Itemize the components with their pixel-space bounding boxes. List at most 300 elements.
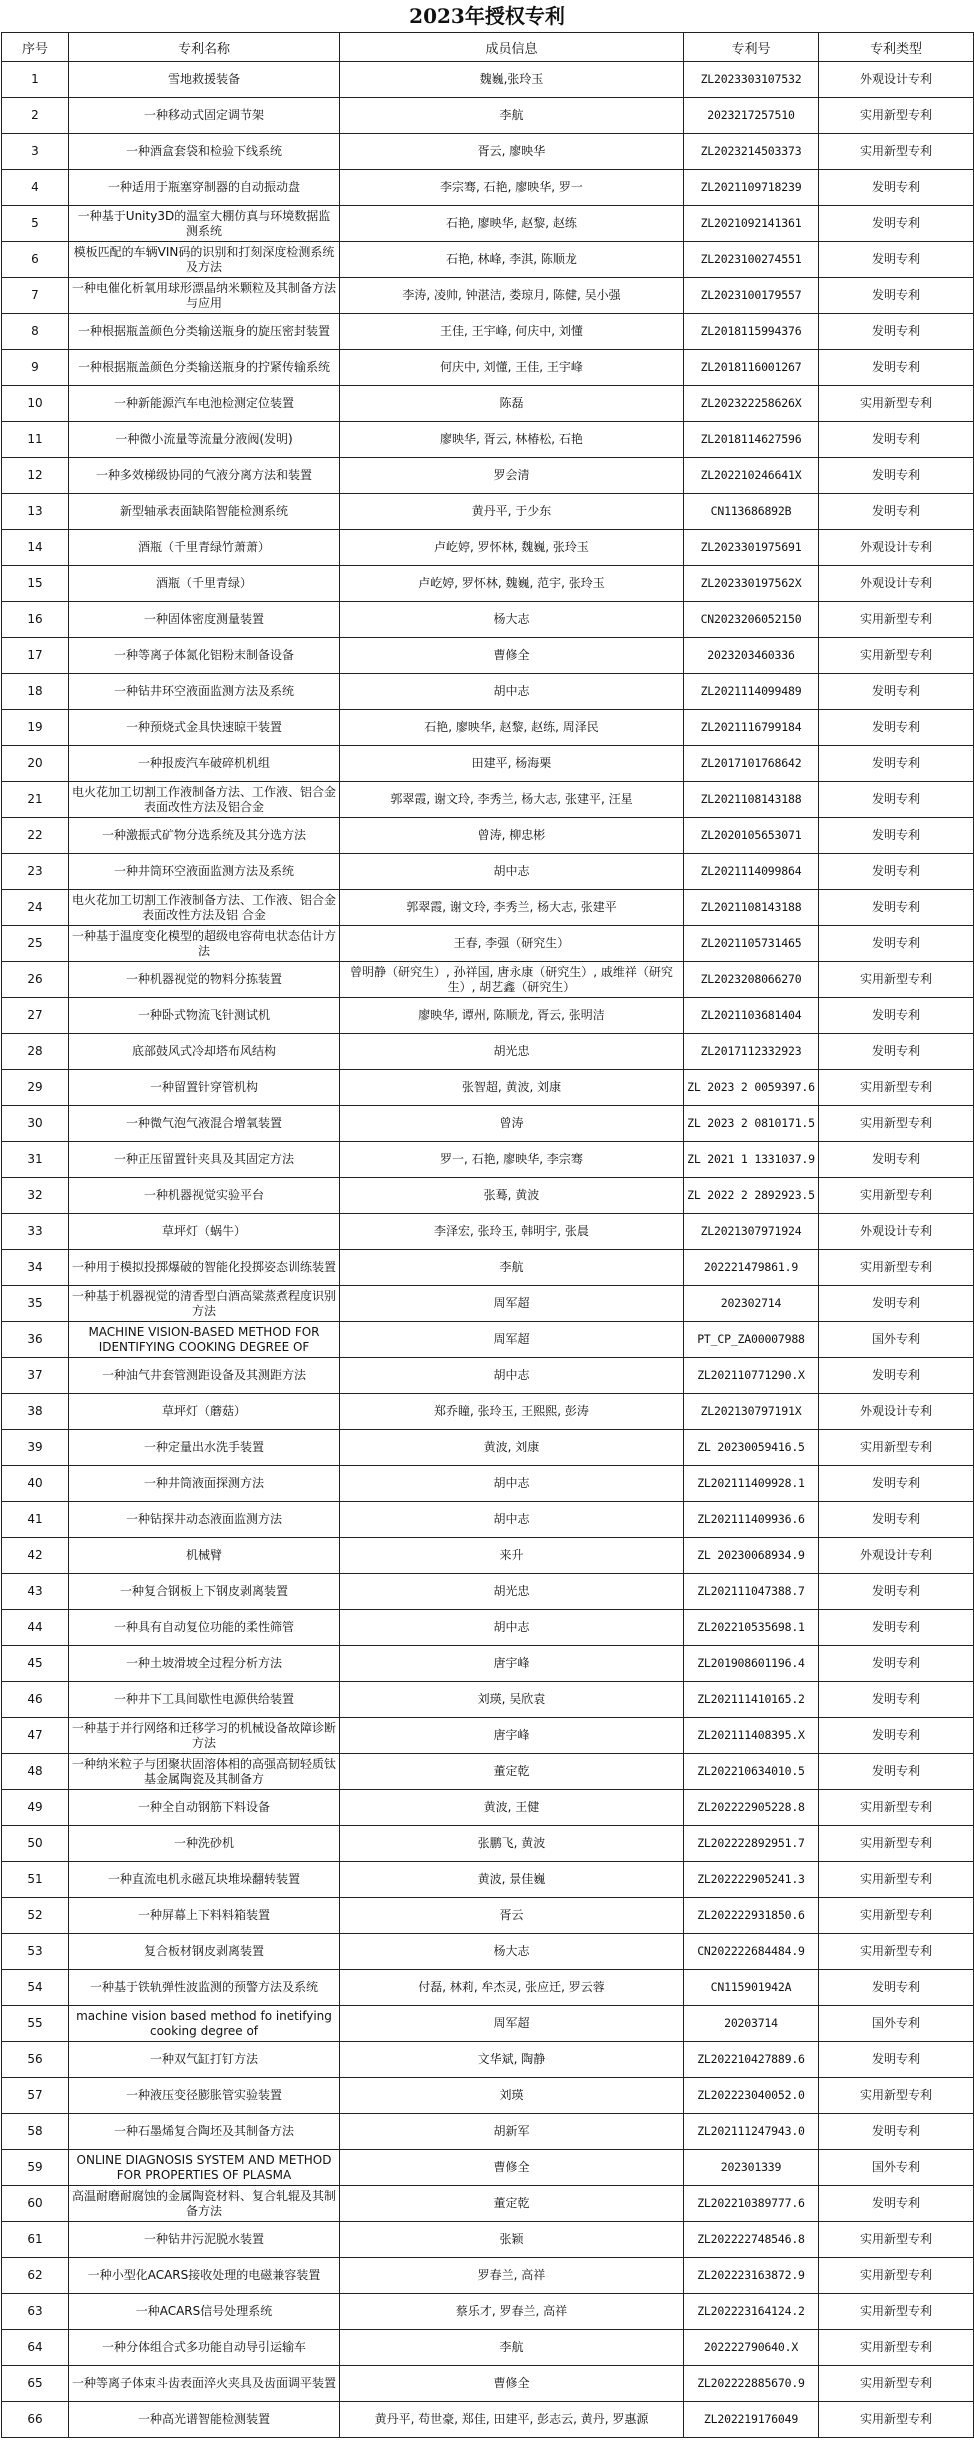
cell-type: 实用新型专利 <box>819 1178 974 1214</box>
table-row <box>2 1502 974 1538</box>
cell-members: 郑乔瞳, 张玲玉, 王熙熙, 彭涛 <box>340 1394 684 1430</box>
cell-no: 23 <box>2 854 69 890</box>
cell-type: 发明专利 <box>819 2186 974 2222</box>
cell-no: 9 <box>2 350 69 386</box>
cell-members: 王佳, 王宇峰, 何庆中, 刘懂 <box>340 314 684 350</box>
cell-type: 实用新型专利 <box>819 386 974 422</box>
cell-name: 草坪灯（蜗牛） <box>69 1214 340 1250</box>
cell-no: 3 <box>2 134 69 170</box>
cell-name: MACHINE VISION-BASED METHOD FOR IDENTIFYING COOKING DEGREE OF <box>69 1322 340 1358</box>
cell-members: 李航 <box>340 98 684 134</box>
cell-patent-no: ZL202222748546.8 <box>684 2222 819 2258</box>
cell-type: 发明专利 <box>819 890 974 926</box>
cell-name: 一种屏幕上下料料箱装置 <box>69 1898 340 1934</box>
cell-members: 胡光忠 <box>340 1574 684 1610</box>
cell-name: 一种钻井环空液面监测方法及系统 <box>69 674 340 710</box>
cell-no: 39 <box>2 1430 69 1466</box>
cell-patent-no: ZL2018115994376 <box>684 314 819 350</box>
table-row <box>2 422 974 458</box>
cell-patent-no: 202302714 <box>684 1286 819 1322</box>
cell-patent-no: ZL202111410165.2 <box>684 1682 819 1718</box>
cell-members: 张颖 <box>340 2222 684 2258</box>
cell-type: 国外专利 <box>819 2150 974 2186</box>
cell-no: 37 <box>2 1358 69 1394</box>
table-row <box>2 674 974 710</box>
table-row <box>2 1430 974 1466</box>
table-row <box>2 1466 974 1502</box>
cell-patent-no: CN113686892B <box>684 494 819 530</box>
cell-type: 实用新型专利 <box>819 1898 974 1934</box>
cell-patent-no: ZL2021109718239 <box>684 170 819 206</box>
cell-patent-no: ZL202111247943.0 <box>684 2114 819 2150</box>
cell-no: 5 <box>2 206 69 242</box>
table-row <box>2 1646 974 1682</box>
cell-members: 黄丹平, 于少东 <box>340 494 684 530</box>
cell-type: 实用新型专利 <box>819 1790 974 1826</box>
cell-no: 62 <box>2 2258 69 2294</box>
cell-name: 机械臂 <box>69 1538 340 1574</box>
cell-name: 复合板材钢皮剥离装置 <box>69 1934 340 1970</box>
cell-type: 发明专利 <box>819 782 974 818</box>
table-row <box>2 2186 974 2222</box>
cell-name: 一种电催化析氧用球形漂晶纳米颗粒及其制备方法与应用 <box>69 278 340 314</box>
cell-name: 酒瓶（千里青绿竹萧萧） <box>69 530 340 566</box>
table-row <box>2 2258 974 2294</box>
cell-no: 1 <box>2 62 69 98</box>
cell-no: 28 <box>2 1034 69 1070</box>
cell-members: 胡光忠 <box>340 1034 684 1070</box>
table-row <box>2 602 974 638</box>
cell-patent-no: ZL202222905228.8 <box>684 1790 819 1826</box>
cell-patent-no: ZL2021114099864 <box>684 854 819 890</box>
cell-name: ONLINE DIAGNOSIS SYSTEM AND METHOD FOR PROPERTIES OF PLASMA <box>69 2150 340 2186</box>
table-row <box>2 962 974 998</box>
table-row <box>2 1106 974 1142</box>
cell-members: 付磊, 林莉, 牟杰灵, 张应迁, 罗云蓉 <box>340 1970 684 2006</box>
cell-members: 唐宇峰 <box>340 1646 684 1682</box>
cell-no: 58 <box>2 2114 69 2150</box>
header-type: 专利类型 <box>819 33 974 62</box>
cell-no: 19 <box>2 710 69 746</box>
cell-patent-no: PT_CP_ZA00007988 <box>684 1322 819 1358</box>
cell-members: 周军超 <box>340 2006 684 2042</box>
cell-name: 一种预烧式金具快速晾干装置 <box>69 710 340 746</box>
cell-type: 实用新型专利 <box>819 2258 974 2294</box>
cell-no: 41 <box>2 1502 69 1538</box>
cell-name: 雪地救援装备 <box>69 62 340 98</box>
cell-members: 张智超, 黄波, 刘康 <box>340 1070 684 1106</box>
cell-members: 郭翠霞, 谢文玲, 李秀兰, 杨大志, 张建平, 汪星 <box>340 782 684 818</box>
cell-no: 57 <box>2 2078 69 2114</box>
table-row <box>2 1178 974 1214</box>
cell-members: 董定乾 <box>340 2186 684 2222</box>
cell-members: 郭翠霞, 谢文玲, 李秀兰, 杨大志, 张建平 <box>340 890 684 926</box>
cell-patent-no: ZL2023100179557 <box>684 278 819 314</box>
cell-name: 草坪灯（蘑菇） <box>69 1394 340 1430</box>
cell-name: 一种正压留置针夹具及其固定方法 <box>69 1142 340 1178</box>
cell-type: 外观设计专利 <box>819 1538 974 1574</box>
cell-name: 一种根据瓶盖颜色分类输送瓶身的拧紧传输系统 <box>69 350 340 386</box>
cell-patent-no: ZL202223163872.9 <box>684 2258 819 2294</box>
cell-name: 一种复合钢板上下钢皮剥离装置 <box>69 1574 340 1610</box>
cell-patent-no: ZL2021114099489 <box>684 674 819 710</box>
table-row <box>2 134 974 170</box>
table-row <box>2 1826 974 1862</box>
cell-type: 实用新型专利 <box>819 962 974 998</box>
cell-name: 一种微小流量等流量分液阀(发明) <box>69 422 340 458</box>
cell-name: 底部鼓风式冷却塔布风结构 <box>69 1034 340 1070</box>
table-row <box>2 1286 974 1322</box>
cell-patent-no: ZL2021307971924 <box>684 1214 819 1250</box>
cell-name: 一种定量出水洗手装置 <box>69 1430 340 1466</box>
cell-patent-no: 20203714 <box>684 2006 819 2042</box>
cell-name: 一种固体密度测量装置 <box>69 602 340 638</box>
table-row <box>2 1358 974 1394</box>
cell-no: 54 <box>2 1970 69 2006</box>
cell-name: 高温耐磨耐腐蚀的金属陶瓷材料、复合轧辊及其制备方法 <box>69 2186 340 2222</box>
cell-name: 一种酒盒套袋和检验下线系统 <box>69 134 340 170</box>
cell-type: 发明专利 <box>819 1466 974 1502</box>
cell-type: 实用新型专利 <box>819 134 974 170</box>
cell-type: 实用新型专利 <box>819 1250 974 1286</box>
table-row <box>2 1682 974 1718</box>
cell-type: 实用新型专利 <box>819 1826 974 1862</box>
cell-type: 实用新型专利 <box>819 2330 974 2366</box>
table-row <box>2 98 974 134</box>
cell-name: 一种移动式固定调节架 <box>69 98 340 134</box>
cell-type: 发明专利 <box>819 746 974 782</box>
cell-no: 36 <box>2 1322 69 1358</box>
cell-no: 56 <box>2 2042 69 2078</box>
cell-patent-no: ZL201908601196.4 <box>684 1646 819 1682</box>
table-row <box>2 1790 974 1826</box>
table-row <box>2 1970 974 2006</box>
cell-no: 50 <box>2 1826 69 1862</box>
cell-no: 40 <box>2 1466 69 1502</box>
table-row <box>2 2006 974 2042</box>
cell-type: 发明专利 <box>819 458 974 494</box>
cell-type: 发明专利 <box>819 2042 974 2078</box>
cell-name: 一种基于温度变化模型的超级电容荷电状态估计方法 <box>69 926 340 962</box>
cell-type: 实用新型专利 <box>819 1430 974 1466</box>
cell-no: 27 <box>2 998 69 1034</box>
table-row <box>2 926 974 962</box>
table-row <box>2 494 974 530</box>
table-row <box>2 1322 974 1358</box>
cell-type: 发明专利 <box>819 710 974 746</box>
table-row <box>2 998 974 1034</box>
cell-patent-no: ZL 2023 2 0059397.6 <box>684 1070 819 1106</box>
table-row <box>2 638 974 674</box>
header-patent-no: 专利号 <box>684 33 819 62</box>
cell-members: 张蓦, 黄波 <box>340 1178 684 1214</box>
table-row <box>2 2078 974 2114</box>
cell-type: 发明专利 <box>819 1286 974 1322</box>
cell-type: 实用新型专利 <box>819 1106 974 1142</box>
cell-members: 黄丹平, 苟世豪, 郑佳, 田建平, 彭志云, 黄丹, 罗惠源 <box>340 2402 684 2438</box>
cell-no: 60 <box>2 2186 69 2222</box>
cell-patent-no: ZL202111408395.X <box>684 1718 819 1754</box>
cell-name: 一种钻探井动态液面监测方法 <box>69 1502 340 1538</box>
table-row <box>2 710 974 746</box>
cell-patent-no: ZL2023303107532 <box>684 62 819 98</box>
cell-type: 实用新型专利 <box>819 2402 974 2438</box>
cell-type: 国外专利 <box>819 1322 974 1358</box>
cell-members: 何庆中, 刘懂, 王佳, 王宇峰 <box>340 350 684 386</box>
cell-patent-no: ZL202210634010.5 <box>684 1754 819 1790</box>
cell-no: 2 <box>2 98 69 134</box>
cell-name: 一种卧式物流飞针测试机 <box>69 998 340 1034</box>
cell-patent-no: ZL 20230059416.5 <box>684 1430 819 1466</box>
cell-members: 罗会清 <box>340 458 684 494</box>
table-row <box>2 2042 974 2078</box>
cell-members: 李航 <box>340 2330 684 2366</box>
cell-type: 实用新型专利 <box>819 1070 974 1106</box>
table-row <box>2 818 974 854</box>
cell-members: 曹修全 <box>340 638 684 674</box>
cell-no: 15 <box>2 566 69 602</box>
cell-type: 国外专利 <box>819 2006 974 2042</box>
cell-no: 26 <box>2 962 69 998</box>
cell-no: 33 <box>2 1214 69 1250</box>
cell-no: 45 <box>2 1646 69 1682</box>
cell-members: 李泽宏, 张玲玉, 韩明宇, 张晨 <box>340 1214 684 1250</box>
cell-members: 曾涛, 柳忠彬 <box>340 818 684 854</box>
cell-type: 实用新型专利 <box>819 602 974 638</box>
cell-patent-no: CN202222684484.9 <box>684 1934 819 1970</box>
cell-name: 一种基于并行网络和迁移学习的机械设备故障诊断方法 <box>69 1718 340 1754</box>
cell-type: 实用新型专利 <box>819 98 974 134</box>
cell-patent-no: 202301339 <box>684 2150 819 2186</box>
cell-name: 一种分体组合式多功能自动导引运输车 <box>69 2330 340 2366</box>
cell-type: 发明专利 <box>819 1610 974 1646</box>
cell-no: 16 <box>2 602 69 638</box>
cell-no: 10 <box>2 386 69 422</box>
cell-no: 32 <box>2 1178 69 1214</box>
cell-members: 黄波, 刘康 <box>340 1430 684 1466</box>
cell-no: 11 <box>2 422 69 458</box>
table-row <box>2 782 974 818</box>
cell-type: 实用新型专利 <box>819 638 974 674</box>
cell-name: 一种机器视觉的物料分拣装置 <box>69 962 340 998</box>
cell-no: 52 <box>2 1898 69 1934</box>
cell-no: 59 <box>2 2150 69 2186</box>
cell-patent-no: ZL202223164124.2 <box>684 2294 819 2330</box>
cell-type: 发明专利 <box>819 422 974 458</box>
cell-no: 12 <box>2 458 69 494</box>
cell-name: 一种井下工具间歇性电源供给装置 <box>69 1682 340 1718</box>
cell-no: 49 <box>2 1790 69 1826</box>
cell-members: 李宗骞, 石艳, 廖映华, 罗一 <box>340 170 684 206</box>
table-header-row <box>2 33 974 62</box>
cell-members: 廖映华, 胥云, 林椿松, 石艳 <box>340 422 684 458</box>
cell-members: 卢屹婷, 罗怀林, 魏巍, 范宇, 张玲玉 <box>340 566 684 602</box>
table-row <box>2 1214 974 1250</box>
cell-name: 一种具有自动复位功能的柔性筛管 <box>69 1610 340 1646</box>
cell-type: 发明专利 <box>819 206 974 242</box>
cell-patent-no: ZL202210389777.6 <box>684 2186 819 2222</box>
cell-type: 实用新型专利 <box>819 1862 974 1898</box>
cell-patent-no: ZL202219176049 <box>684 2402 819 2438</box>
cell-no: 53 <box>2 1934 69 1970</box>
table-row <box>2 2222 974 2258</box>
cell-patent-no: ZL 2021 1 1331037.9 <box>684 1142 819 1178</box>
cell-type: 外观设计专利 <box>819 1394 974 1430</box>
cell-name: 酒瓶（千里青绿） <box>69 566 340 602</box>
cell-patent-no: ZL2017101768642 <box>684 746 819 782</box>
cell-type: 发明专利 <box>819 170 974 206</box>
cell-no: 47 <box>2 1718 69 1754</box>
cell-type: 外观设计专利 <box>819 62 974 98</box>
cell-type: 发明专利 <box>819 1034 974 1070</box>
table-row <box>2 1862 974 1898</box>
table-row <box>2 278 974 314</box>
cell-patent-no: ZL2020105653071 <box>684 818 819 854</box>
cell-members: 胥云 <box>340 1898 684 1934</box>
cell-patent-no: ZL202330197562X <box>684 566 819 602</box>
cell-name: 一种土坡滑坡全过程分析方法 <box>69 1646 340 1682</box>
table-row <box>2 1610 974 1646</box>
cell-name: 一种油气井套管测距设备及其测距方法 <box>69 1358 340 1394</box>
cell-no: 14 <box>2 530 69 566</box>
cell-patent-no: ZL202210535698.1 <box>684 1610 819 1646</box>
cell-no: 66 <box>2 2402 69 2438</box>
cell-type: 发明专利 <box>819 818 974 854</box>
cell-patent-no: ZL202210427889.6 <box>684 2042 819 2078</box>
table-row <box>2 62 974 98</box>
cell-patent-no: ZL2023301975691 <box>684 530 819 566</box>
table-row <box>2 1754 974 1790</box>
cell-no: 4 <box>2 170 69 206</box>
cell-members: 王春, 李强（研究生） <box>340 926 684 962</box>
cell-name: 一种基于铁轨弹性波监测的预警方法及系统 <box>69 1970 340 2006</box>
cell-name: 一种适用于瓶塞穿制器的自动振动盘 <box>69 170 340 206</box>
cell-patent-no: ZL202111409936.6 <box>684 1502 819 1538</box>
cell-name: 一种基于Unity3D的温室大棚仿真与环境数据监测系统 <box>69 206 340 242</box>
cell-type: 外观设计专利 <box>819 566 974 602</box>
cell-type: 发明专利 <box>819 2114 974 2150</box>
cell-members: 罗一, 石艳, 廖映华, 李宗骞 <box>340 1142 684 1178</box>
cell-name: 电火花加工切割工作液制备方法、工作液、铝合金表面改性方法及铝 合金 <box>69 890 340 926</box>
cell-patent-no: ZL2023100274551 <box>684 242 819 278</box>
cell-members: 周军超 <box>340 1322 684 1358</box>
cell-name: 一种井筒环空液面监测方法及系统 <box>69 854 340 890</box>
cell-name: 一种石墨烯复合陶坯及其制备方法 <box>69 2114 340 2150</box>
cell-patent-no: ZL2023214503373 <box>684 134 819 170</box>
cell-type: 发明专利 <box>819 1646 974 1682</box>
cell-type: 发明专利 <box>819 1754 974 1790</box>
cell-patent-no: ZL2023208066270 <box>684 962 819 998</box>
table-row <box>2 890 974 926</box>
cell-no: 7 <box>2 278 69 314</box>
cell-name: 一种等离子体束斗齿表面淬火夹具及齿面调平装置 <box>69 2366 340 2402</box>
cell-members: 胡中志 <box>340 1466 684 1502</box>
cell-name: 模板匹配的车辆VIN码的识别和打刻深度检测系统及方法 <box>69 242 340 278</box>
cell-patent-no: 202222790640.X <box>684 2330 819 2366</box>
cell-name: machine vision based method fo inetifying cooking degree of <box>69 2006 340 2042</box>
cell-no: 18 <box>2 674 69 710</box>
cell-members: 陈磊 <box>340 386 684 422</box>
cell-members: 杨大志 <box>340 602 684 638</box>
cell-members: 廖映华, 谭州, 陈顺龙, 胥云, 张明洁 <box>340 998 684 1034</box>
cell-name: 电火花加工切割工作液制备方法、工作液、铝合金表面改性方法及铝合金 <box>69 782 340 818</box>
cell-no: 25 <box>2 926 69 962</box>
cell-type: 发明专利 <box>819 1358 974 1394</box>
table-row <box>2 2366 974 2402</box>
cell-patent-no: ZL202222892951.7 <box>684 1826 819 1862</box>
cell-no: 13 <box>2 494 69 530</box>
cell-name: 一种报废汽车破碎机机组 <box>69 746 340 782</box>
cell-type: 发明专利 <box>819 1682 974 1718</box>
cell-type: 外观设计专利 <box>819 1214 974 1250</box>
cell-name: 一种直流电机永磁瓦块堆垛翻转装置 <box>69 1862 340 1898</box>
cell-no: 51 <box>2 1862 69 1898</box>
cell-type: 外观设计专利 <box>819 530 974 566</box>
cell-patent-no: ZL2021108143188 <box>684 782 819 818</box>
cell-patent-no: ZL2021105731465 <box>684 926 819 962</box>
cell-name: 新型轴承表面缺陷智能检测系统 <box>69 494 340 530</box>
cell-members: 罗春兰, 高祥 <box>340 2258 684 2294</box>
cell-type: 发明专利 <box>819 1502 974 1538</box>
table-row <box>2 1142 974 1178</box>
cell-members: 张鹏飞, 黄波 <box>340 1826 684 1862</box>
cell-type: 发明专利 <box>819 242 974 278</box>
table-row <box>2 746 974 782</box>
cell-name: 一种微气泡气液混合增氧装置 <box>69 1106 340 1142</box>
cell-type: 发明专利 <box>819 1718 974 1754</box>
cell-no: 55 <box>2 2006 69 2042</box>
cell-patent-no: ZL 2022 2 2892923.5 <box>684 1178 819 1214</box>
table-row <box>2 2330 974 2366</box>
table-row <box>2 242 974 278</box>
cell-members: 唐宇峰 <box>340 1718 684 1754</box>
cell-type: 发明专利 <box>819 854 974 890</box>
cell-patent-no: ZL2021108143188 <box>684 890 819 926</box>
cell-members: 黄波, 王健 <box>340 1790 684 1826</box>
table-row <box>2 1250 974 1286</box>
table-row <box>2 1394 974 1430</box>
cell-no: 21 <box>2 782 69 818</box>
cell-type: 发明专利 <box>819 926 974 962</box>
table-row <box>2 566 974 602</box>
cell-type: 实用新型专利 <box>819 2222 974 2258</box>
cell-no: 20 <box>2 746 69 782</box>
cell-no: 63 <box>2 2294 69 2330</box>
cell-no: 29 <box>2 1070 69 1106</box>
cell-patent-no: ZL202111409928.1 <box>684 1466 819 1502</box>
table-row <box>2 458 974 494</box>
cell-type: 发明专利 <box>819 674 974 710</box>
cell-no: 43 <box>2 1574 69 1610</box>
cell-patent-no: ZL202222885670.9 <box>684 2366 819 2402</box>
cell-members: 石艳, 廖映华, 赵黎, 赵练 <box>340 206 684 242</box>
table-row <box>2 170 974 206</box>
cell-patent-no: ZL202110771290.X <box>684 1358 819 1394</box>
cell-no: 24 <box>2 890 69 926</box>
cell-members: 曹修全 <box>340 2366 684 2402</box>
table-row <box>2 1934 974 1970</box>
table-row <box>2 1034 974 1070</box>
cell-patent-no: CN115901942A <box>684 1970 819 2006</box>
cell-name: 一种新能源汽车电池检测定位装置 <box>69 386 340 422</box>
cell-type: 实用新型专利 <box>819 1934 974 1970</box>
cell-members: 刘瑛, 吴欣袁 <box>340 1682 684 1718</box>
table-row <box>2 350 974 386</box>
cell-name: 一种双气缸打钉方法 <box>69 2042 340 2078</box>
cell-patent-no: ZL2021092141361 <box>684 206 819 242</box>
cell-no: 48 <box>2 1754 69 1790</box>
cell-no: 30 <box>2 1106 69 1142</box>
